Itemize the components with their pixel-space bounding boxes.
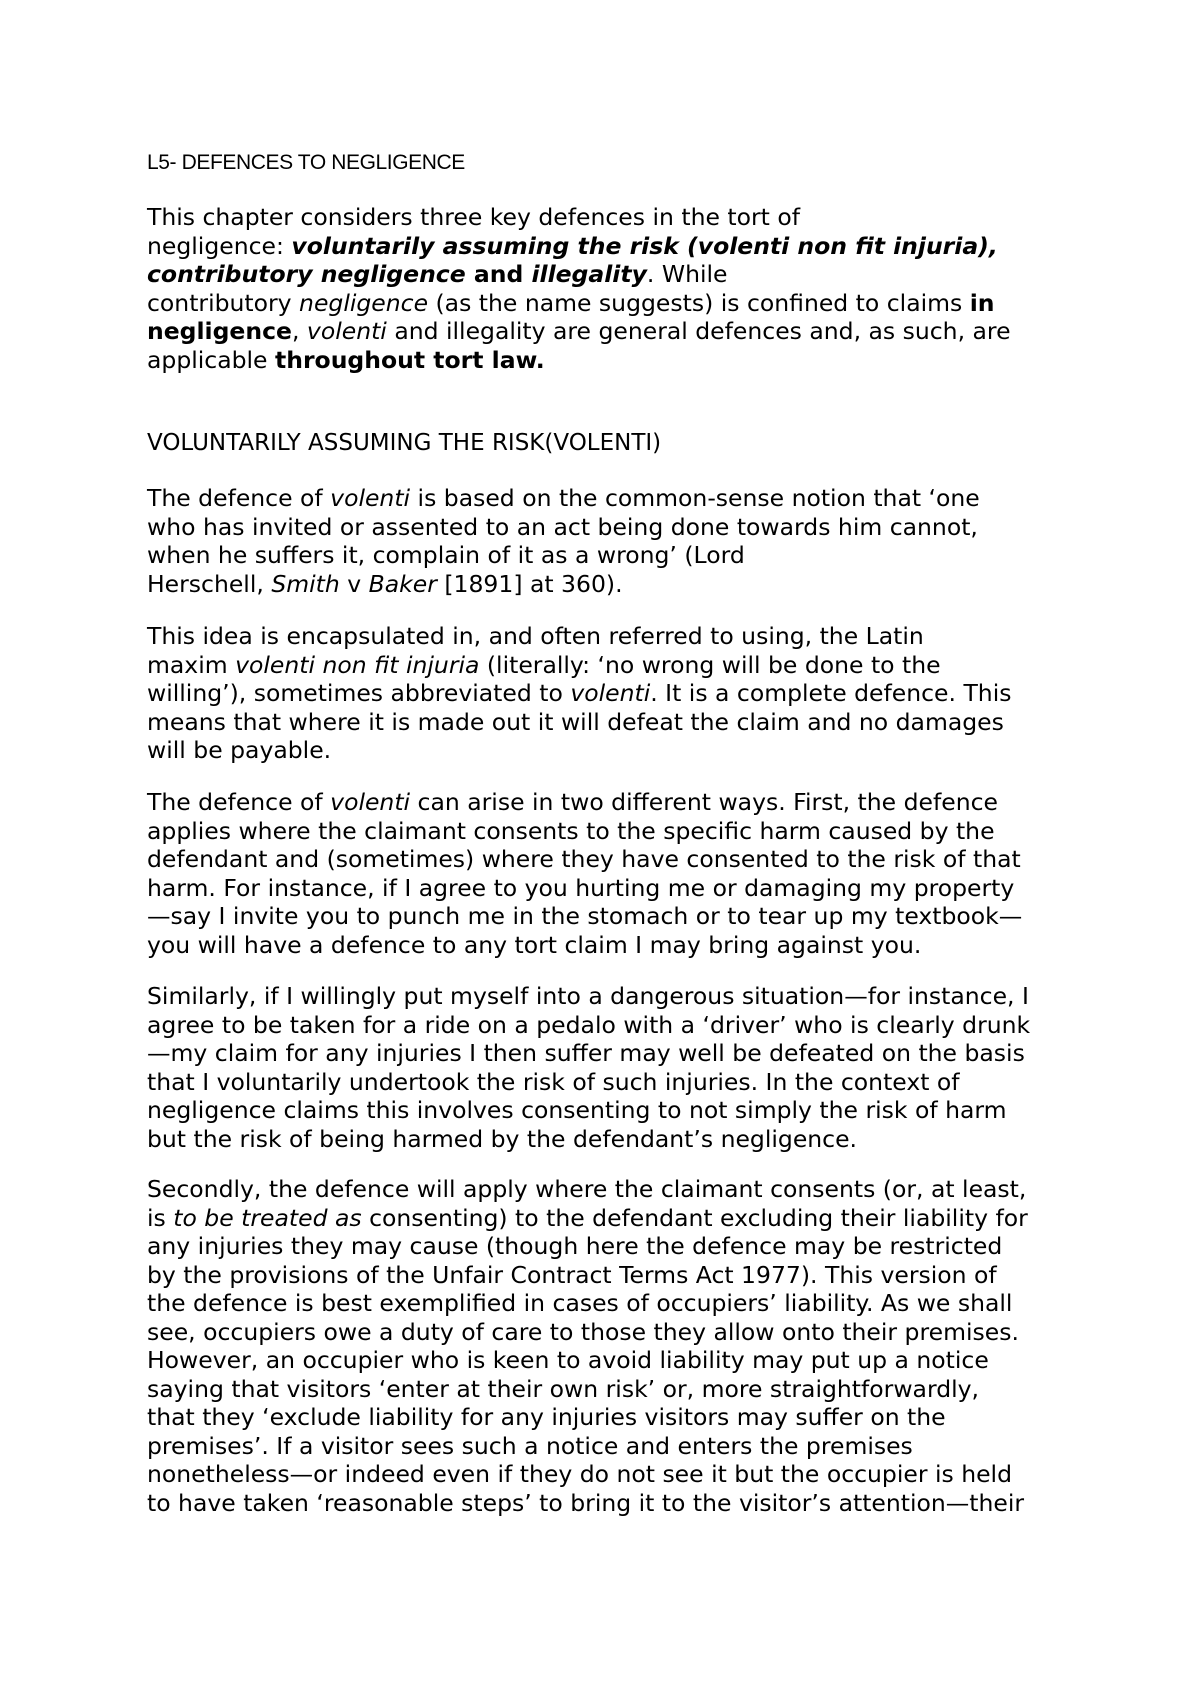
text-line — [147, 788, 1077, 817]
text-line — [147, 1232, 1077, 1261]
text-line — [147, 817, 1077, 846]
text-line — [147, 1068, 1077, 1097]
text-run: by the provisions of the Unfair Contract Terms Act 1977). This version of — [147, 1260, 997, 1289]
intro-paragraph — [147, 203, 1077, 374]
text-run: . It is a complete defence. This — [650, 679, 1012, 707]
text-run: This idea is encapsulated in, and often referred to using, the Latin — [147, 622, 924, 650]
text-run: throughout tort law. — [275, 345, 545, 374]
text-line — [147, 260, 1077, 289]
text-line — [147, 484, 1077, 513]
text-run: [1891] at 360). — [436, 569, 623, 598]
text-run: defendant and (sometimes) where they have consented to the risk of that — [147, 845, 1021, 873]
text-run: volenti — [330, 484, 411, 512]
text-run: the defence is best exemplified in cases of occupiers’ liability. As we shall — [147, 1289, 1013, 1317]
text-run: when he suffers it, complain of it as a wrong’ (Lord — [147, 541, 745, 569]
text-run: illegality — [531, 260, 647, 288]
text-run: The defence of — [147, 788, 331, 816]
text-run: contributory negligence — [147, 260, 466, 288]
text-run: v — [339, 569, 369, 598]
paragraph-dangerous-situation — [147, 982, 1077, 1153]
text-line — [147, 1460, 1077, 1489]
text-line — [147, 651, 1077, 680]
text-line — [147, 1125, 1077, 1154]
text-run: Baker — [368, 569, 437, 598]
text-line — [147, 1318, 1077, 1347]
text-run: see, occupiers owe a duty of care to those they allow onto their premises. — [147, 1317, 1019, 1346]
text-run: negligence — [147, 317, 292, 345]
text-run: (as the name suggests) is confined to claims — [428, 288, 970, 317]
text-run: (literally: ‘no wrong will be done to the — [479, 650, 941, 679]
text-line — [147, 679, 1077, 708]
text-line — [147, 1403, 1077, 1432]
text-run: is based on the common-sense notion that ‘one — [410, 484, 980, 512]
text-run: but the risk of being harmed by the defendant’s negligence. — [147, 1124, 858, 1153]
text-run: you will have a defence to any tort claim I may bring against you. — [147, 930, 922, 959]
text-run: is — [147, 1203, 174, 1232]
text-line — [147, 1096, 1077, 1125]
text-line — [147, 203, 1077, 232]
text-run: that I voluntarily undertook the risk of such injuries. In the context of — [147, 1067, 960, 1096]
text-run: —my claim for any injuries I then suffer may well be defeated on the basis — [147, 1039, 1025, 1067]
text-run: volenti — [330, 788, 411, 816]
text-run: saying that visitors ‘enter at their own risk’ or, more straightforwardly, — [147, 1374, 980, 1403]
text-run: means that where it is made out it will defeat the claim and no damages — [147, 707, 1004, 736]
text-line — [147, 931, 1077, 960]
paragraph-volenti-notion — [147, 484, 1077, 598]
text-run: —say I invite you to punch me in the stomach or to tear up my textbook— — [147, 902, 1023, 930]
text-line — [147, 513, 1077, 542]
text-run: negligence claims this involves consenting to not simply the risk of harm — [147, 1096, 1007, 1124]
text-run: harm. For instance, if I agree to you hurting me or damaging my property — [147, 873, 1015, 902]
paragraph-two-ways — [147, 788, 1077, 959]
text-line — [147, 232, 1077, 261]
text-run: and illegality are general defences and, as such, are — [386, 317, 1011, 345]
text-line — [147, 902, 1077, 931]
text-run: applicable — [147, 345, 275, 374]
text-line — [147, 1432, 1077, 1461]
text-run: volenti — [570, 679, 651, 707]
text-line — [147, 1346, 1077, 1375]
text-line — [147, 317, 1077, 346]
text-line — [147, 1289, 1077, 1318]
text-run: Similarly, if I willingly put myself into a dangerous situation—for instance, I — [147, 982, 1029, 1010]
text-run: This chapter considers three key defences in the tort of — [147, 203, 800, 231]
text-line — [147, 1039, 1077, 1068]
text-run: will be payable. — [147, 736, 332, 764]
text-line — [147, 1011, 1077, 1040]
text-run: applies where the claimant consents to the specific harm caused by the — [147, 816, 995, 845]
text-run: volenti non fit injuria — [235, 650, 480, 679]
text-run: Herschell, — [147, 569, 272, 598]
paragraph-latin-maxim — [147, 622, 1077, 765]
section-heading: VOLUNTARILY ASSUMING THE RISK(VOLENTI) — [147, 430, 662, 456]
text-run: The defence of — [147, 484, 331, 512]
text-run: nonetheless—or indeed even if they do not see it but the occupier is held — [147, 1460, 1013, 1488]
text-run: contributory — [147, 288, 300, 317]
text-line — [147, 1175, 1077, 1204]
text-run: that they ‘exclude liability for any injuries visitors may suffer on the — [147, 1403, 946, 1431]
chapter-title: L5- DEFENCES TO NEGLIGENCE — [147, 151, 465, 174]
text-line — [147, 346, 1077, 375]
text-run: volenti — [306, 317, 387, 345]
text-line — [147, 541, 1077, 570]
text-line — [147, 289, 1077, 318]
text-run: negligence: — [147, 231, 292, 260]
text-run: to have taken ‘reasonable steps’ to bring it to the visitor’s attention—their — [147, 1488, 1025, 1517]
text-line — [147, 570, 1077, 599]
text-run: Secondly, the defence will apply where the claimant consents (or, at least, — [147, 1175, 1027, 1203]
text-run: to be treated as — [173, 1203, 362, 1232]
text-line — [147, 1489, 1077, 1518]
text-run: can arise in two different ways. First, the defence — [410, 788, 998, 816]
text-line — [147, 845, 1077, 874]
text-line — [147, 736, 1077, 765]
text-run: voluntarily assuming the risk (volenti non fit injuria), — [291, 231, 998, 260]
text-line — [147, 982, 1077, 1011]
paragraph-exclusion-of-liability — [147, 1175, 1077, 1517]
text-run: who has invited or assented to an act being done towards him cannot, — [147, 512, 978, 541]
text-run: in — [969, 288, 995, 317]
text-run: premises’. If a visitor sees such a notice and enters the premises — [147, 1431, 913, 1460]
text-run: agree to be taken for a ride on a pedalo with a ‘driver’ who is clearly drunk — [147, 1010, 1031, 1039]
text-run: . While — [646, 260, 728, 288]
text-line — [147, 708, 1077, 737]
text-line — [147, 874, 1077, 903]
text-run: and — [465, 260, 532, 288]
text-line — [147, 1261, 1077, 1290]
text-run: Smith — [271, 569, 340, 598]
text-line — [147, 622, 1077, 651]
text-run: negligence — [299, 288, 429, 317]
text-line — [147, 1204, 1077, 1233]
text-run: , — [291, 317, 307, 345]
text-run: However, an occupier who is keen to avoid liability may put up a notice — [147, 1346, 989, 1374]
text-run: maxim — [147, 650, 236, 679]
text-run: any injuries they may cause (though here the defence may be restricted — [147, 1232, 1003, 1260]
text-line — [147, 1375, 1077, 1404]
text-run: consenting) to the defendant excluding their liability for — [361, 1203, 1028, 1232]
text-run: willing’), sometimes abbreviated to — [147, 679, 571, 707]
